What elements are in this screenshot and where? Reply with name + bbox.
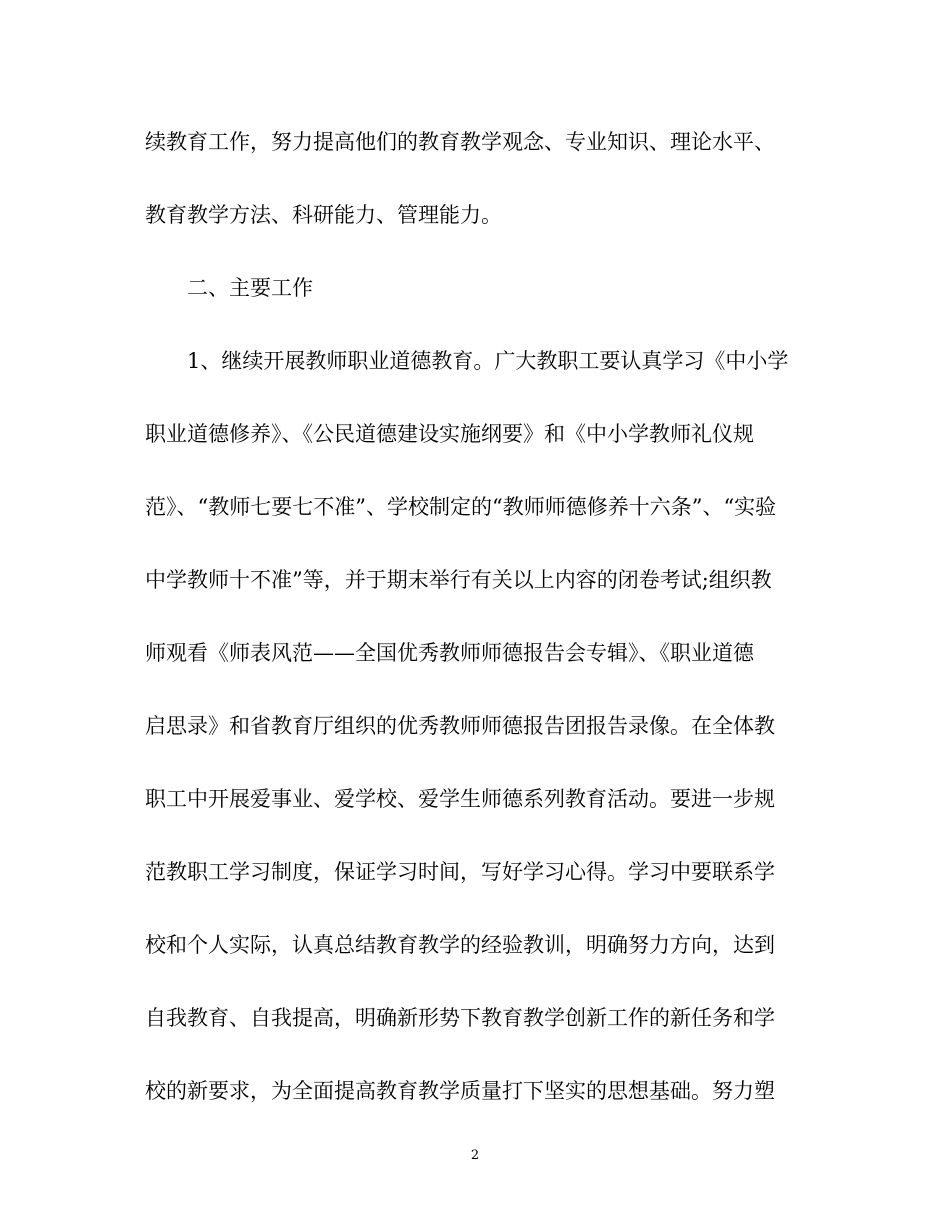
- text-line-7: 中学教师十不准”等，并于期末举行有关以上内容的闭卷考试;组织教: [145, 568, 772, 592]
- text-line-12: 校和个人实际，认真总结教育教学的经验教训，明确努力方向，达到: [145, 933, 775, 957]
- text-line-5: 职业道德修养》、《公民道德建设实施纲要》和《中小学教师礼仪规: [145, 422, 754, 446]
- text-line-1: 续教育工作，努力提高他们的教育教学观念、专业知识、理论水平、: [145, 130, 775, 154]
- text-line-14: 校的新要求，为全面提高教育教学质量打下坚实的思想基础。努力塑: [145, 1079, 775, 1103]
- text-line-10: 职工中开展爱事业、爱学校、爱学生师德系列教育活动。要进一步规: [145, 787, 775, 811]
- text-line-6: 范》、“教师七要七不准”、学校制定的“教师师德修养十六条”、“实验: [145, 495, 777, 519]
- text-line-4: 1、继续开展教师职业道德教育。广大教职工要认真学习《中小学: [187, 349, 789, 373]
- text-line-9: 启思录》和省教育厅组织的优秀教师师德报告团报告录像。在全体教: [145, 714, 775, 738]
- text-line-11: 范教职工学习制度，保证学习时间，写好学习心得。学习中要联系学: [145, 860, 775, 884]
- text-line-2: 教育教学方法、科研能力、管理能力。: [145, 203, 502, 227]
- section-heading: 二、主要工作: [187, 276, 313, 300]
- text-line-13: 自我教育、自我提高，明确新形势下教育教学创新工作的新任务和学: [145, 1006, 775, 1030]
- text-line-8: 师观看《师表风范——全国优秀教师师德报告会专辑》、《职业道德: [145, 641, 754, 665]
- page-number: 2: [470, 1148, 480, 1163]
